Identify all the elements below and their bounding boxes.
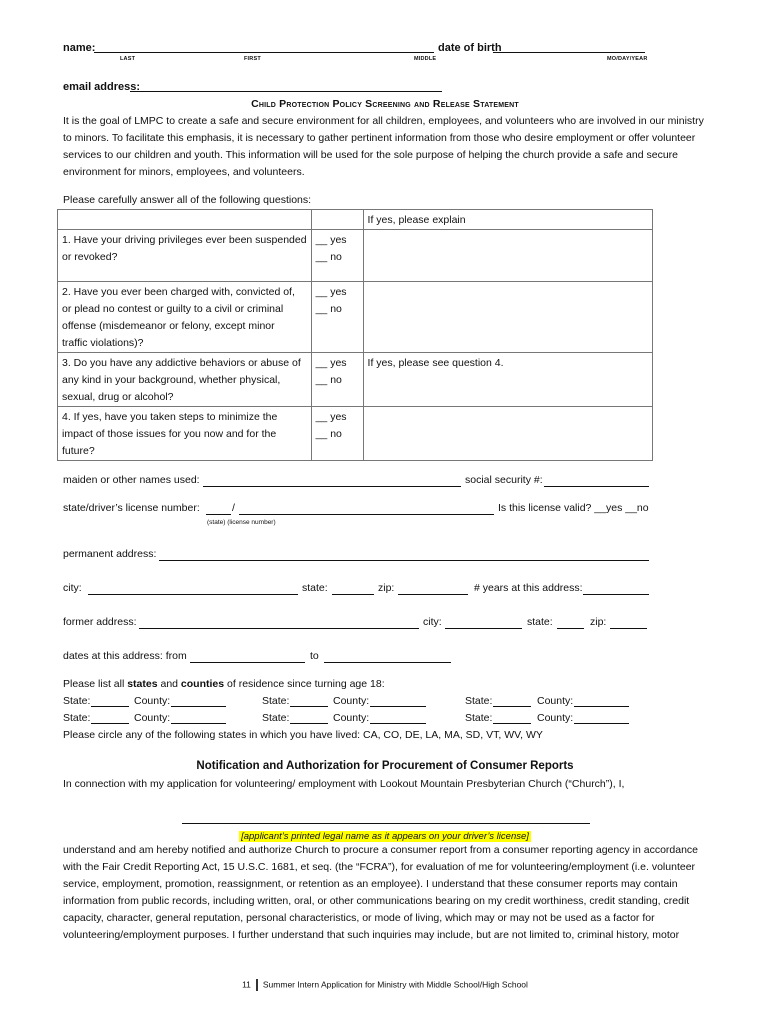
state-field-label: State: bbox=[262, 695, 290, 707]
question-text: traffic violations)? bbox=[62, 337, 144, 349]
former-address-line[interactable] bbox=[139, 628, 419, 629]
intro-line: to minors. To facilitate this emphasis, it is necessary to gather pertinent information from those who desire employment or offer volunteer bbox=[63, 132, 696, 144]
county-field-label: County: bbox=[537, 695, 574, 707]
yes-no-cell[interactable] bbox=[311, 407, 363, 461]
question-text: or plead no contest or guilty to a civil or criminal bbox=[62, 303, 284, 315]
question-text: 4. If yes, have you taken steps to minimize the bbox=[62, 411, 278, 423]
residence-intro-and: and bbox=[157, 678, 181, 690]
question-text: 2. Have you ever been charged with, convicted of, bbox=[62, 286, 295, 298]
residence-intro-states: states bbox=[127, 678, 158, 690]
no-option[interactable]: __ no bbox=[315, 251, 342, 263]
yes-no-cell[interactable] bbox=[311, 230, 363, 282]
ssn-line[interactable] bbox=[544, 486, 649, 487]
authorization-line: understand and am hereby notified and authorize Church to procure a consumer report from a consumer reporting agency in accordance bbox=[63, 844, 699, 856]
yes-no-cell[interactable] bbox=[311, 353, 363, 407]
intro-line: environment for minors, employees, and volunteers. bbox=[63, 166, 305, 178]
dates-to-line[interactable] bbox=[324, 662, 451, 663]
instructions: Please carefully answer all of the following questions: bbox=[63, 194, 312, 206]
residence-intro bbox=[63, 678, 385, 690]
question-text: or revoked? bbox=[62, 251, 118, 263]
permanent-address-label: permanent address: bbox=[63, 548, 157, 560]
county-field-line[interactable] bbox=[370, 706, 426, 707]
question-text: 3. Do you have any addictive behaviors or abuse of bbox=[62, 357, 301, 369]
table-header-row bbox=[58, 210, 653, 230]
question-cell bbox=[58, 230, 312, 282]
explain-cell[interactable] bbox=[363, 407, 652, 461]
page-footer bbox=[0, 979, 770, 991]
sub-middle: MIDDLE bbox=[414, 56, 437, 62]
dates-from-label: dates at this address: from bbox=[63, 650, 187, 662]
question-text: sexual, drug or alcohol? bbox=[62, 391, 174, 403]
table-row bbox=[58, 230, 653, 282]
license-slash: / bbox=[232, 502, 235, 514]
sub-last: LAST bbox=[120, 56, 136, 62]
dates-from-line[interactable] bbox=[190, 662, 305, 663]
name-line[interactable] bbox=[94, 52, 434, 53]
state-field-line[interactable] bbox=[493, 706, 531, 707]
state-field-label: State: bbox=[465, 695, 493, 707]
screening-title: Child Protection Policy Screening and Release Statement bbox=[251, 98, 519, 110]
printed-name-line[interactable] bbox=[182, 823, 590, 824]
question-text: impact of those issues for you now and for the bbox=[62, 428, 277, 440]
years-label: # years at this address: bbox=[474, 582, 583, 594]
dates-to-label: to bbox=[310, 650, 319, 662]
authorization-paragraph bbox=[63, 842, 743, 944]
no-option[interactable]: __ no bbox=[315, 374, 342, 386]
residence-intro-prefix: Please list all bbox=[63, 678, 128, 690]
state-field-line[interactable] bbox=[290, 723, 328, 724]
county-field-line[interactable] bbox=[171, 706, 226, 707]
license-number-line[interactable] bbox=[239, 514, 494, 515]
county-field-label: County: bbox=[134, 695, 171, 707]
years-line[interactable] bbox=[583, 594, 649, 595]
table-header-cell bbox=[58, 210, 312, 230]
state-field-line[interactable] bbox=[91, 706, 129, 707]
email-label: email address: bbox=[63, 81, 141, 93]
ssn-label: social security #: bbox=[465, 474, 543, 486]
dob-label: date of birth bbox=[438, 42, 502, 54]
residence-intro-counties: counties bbox=[180, 678, 225, 690]
circle-states-text: Please circle any of the following states in which you have lived: CA, CO, DE, LA, MA, SD, VT, WV, WY bbox=[63, 729, 543, 741]
question-cell bbox=[58, 282, 312, 353]
consumer-reports-title: Notification and Authorization for Procurement of Consumer Reports bbox=[196, 760, 574, 772]
table-row bbox=[58, 282, 653, 353]
sub-first: FIRST bbox=[244, 56, 261, 62]
authorization-line: information from public records, including written, oral, or other communications bearing on my credit worthiness, credit standing, credit bbox=[63, 895, 690, 907]
footer-divider bbox=[256, 979, 258, 991]
state-field-label: State: bbox=[465, 712, 493, 724]
questions-table bbox=[57, 209, 653, 461]
state-line[interactable] bbox=[332, 594, 374, 595]
license-label: state/driver’s license number: bbox=[63, 502, 200, 514]
county-field-line[interactable] bbox=[370, 723, 426, 724]
city-label: city: bbox=[63, 582, 82, 594]
former-state-label: state: bbox=[527, 616, 553, 628]
permanent-address-line[interactable] bbox=[159, 560, 649, 561]
table-row bbox=[58, 353, 653, 407]
authorization-line: volunteering/employment purposes. I further understand that such inquiries may include, but are not limited to, criminal history, motor bbox=[63, 929, 680, 941]
city-line[interactable] bbox=[88, 594, 298, 595]
authorization-line: service, employment, promotion, reassignment, or retention as an employee). I understand that these consumer reports may contain bbox=[63, 878, 678, 890]
county-field-label: County: bbox=[333, 712, 370, 724]
intro-line: It is the goal of LMPC to create a safe and secure environment for all children, employees, and volunteers who are involved in our ministry bbox=[63, 115, 704, 127]
former-zip-label: zip: bbox=[590, 616, 607, 628]
county-field-label: County: bbox=[333, 695, 370, 707]
former-address-label: former address: bbox=[63, 616, 137, 628]
zip-label: zip: bbox=[378, 582, 395, 594]
county-field-line[interactable] bbox=[574, 723, 629, 724]
license-sub-label: (state) (license number) bbox=[207, 519, 276, 526]
question-cell bbox=[58, 407, 312, 461]
name-label: name: bbox=[63, 42, 96, 54]
intro-paragraph bbox=[63, 113, 723, 181]
authorization-line: with the Fair Credit Reporting Act, 15 U.S.C. 1681, et seq. (the “FCRA”), for evaluation of me for volunteering/employment (i.e. volunteer bbox=[63, 861, 696, 873]
table-row bbox=[58, 407, 653, 461]
former-city-line[interactable] bbox=[445, 628, 522, 629]
zip-line[interactable] bbox=[398, 594, 468, 595]
yes-option[interactable]: __ yes bbox=[315, 286, 347, 298]
county-field-label: County: bbox=[134, 712, 171, 724]
state-field-label: State: bbox=[63, 712, 91, 724]
question-text: offense (misdemeanor or felony, except minor bbox=[62, 320, 275, 332]
question-text: 1. Have your driving privileges ever been suspended bbox=[62, 234, 307, 246]
email-line[interactable] bbox=[130, 91, 442, 92]
explain-cell[interactable] bbox=[363, 282, 652, 353]
question-text: future? bbox=[62, 445, 95, 457]
table-header-cell bbox=[311, 210, 363, 230]
explain-cell[interactable] bbox=[363, 230, 652, 282]
question-cell bbox=[58, 353, 312, 407]
yes-option[interactable]: __ yes bbox=[315, 411, 347, 423]
yes-option[interactable]: __ yes bbox=[315, 234, 347, 246]
footer-text: Summer Intern Application for Ministry with Middle School/High School bbox=[262, 979, 528, 990]
state-field-line[interactable] bbox=[91, 723, 129, 724]
sub-date: MO/DAY/YEAR bbox=[607, 56, 648, 62]
dob-line[interactable] bbox=[493, 52, 645, 53]
license-valid-label[interactable]: Is this license valid? __yes __no bbox=[498, 502, 649, 514]
consumer-intro: In connection with my application for volunteering/ employment with Lookout Mountain Presbyterian Church (“Church”), I, bbox=[63, 778, 625, 790]
no-option[interactable]: __ no bbox=[315, 428, 342, 440]
county-field-label: County: bbox=[537, 712, 574, 724]
explain-cell[interactable]: If yes, please see question 4. bbox=[363, 353, 652, 407]
state-field-line[interactable] bbox=[290, 706, 328, 707]
explain-header: If yes, please explain bbox=[363, 210, 652, 230]
former-state-line[interactable] bbox=[557, 628, 584, 629]
former-city-label: city: bbox=[423, 616, 442, 628]
authorization-line: capacity, character, general reputation, personal characteristics, or mode of living, which may or may not be used as a factor for bbox=[63, 912, 655, 924]
state-field-label: State: bbox=[262, 712, 290, 724]
question-text: any kind in your background, whether physical, bbox=[62, 374, 281, 386]
no-option[interactable]: __ no bbox=[315, 303, 342, 315]
maiden-label: maiden or other names used: bbox=[63, 474, 200, 486]
maiden-line[interactable] bbox=[203, 486, 461, 487]
yes-option[interactable]: __ yes bbox=[315, 357, 347, 369]
residence-intro-suffix: of residence since turning age 18: bbox=[224, 678, 385, 690]
printed-name-note: [applicant’s printed legal name as it appears on your driver’s license] bbox=[241, 831, 529, 842]
license-state-line[interactable] bbox=[206, 514, 231, 515]
county-field-line[interactable] bbox=[171, 723, 226, 724]
page-number: 11 bbox=[242, 979, 251, 990]
former-zip-line[interactable] bbox=[610, 628, 647, 629]
county-field-line[interactable] bbox=[574, 706, 629, 707]
yes-no-cell[interactable] bbox=[311, 282, 363, 353]
state-field-line[interactable] bbox=[493, 723, 531, 724]
state-field-label: State: bbox=[63, 695, 91, 707]
state-label: state: bbox=[302, 582, 328, 594]
intro-line: services to our children and youth. This information will be used for the sole purpose of helping the church provide a safe and secure bbox=[63, 149, 678, 161]
